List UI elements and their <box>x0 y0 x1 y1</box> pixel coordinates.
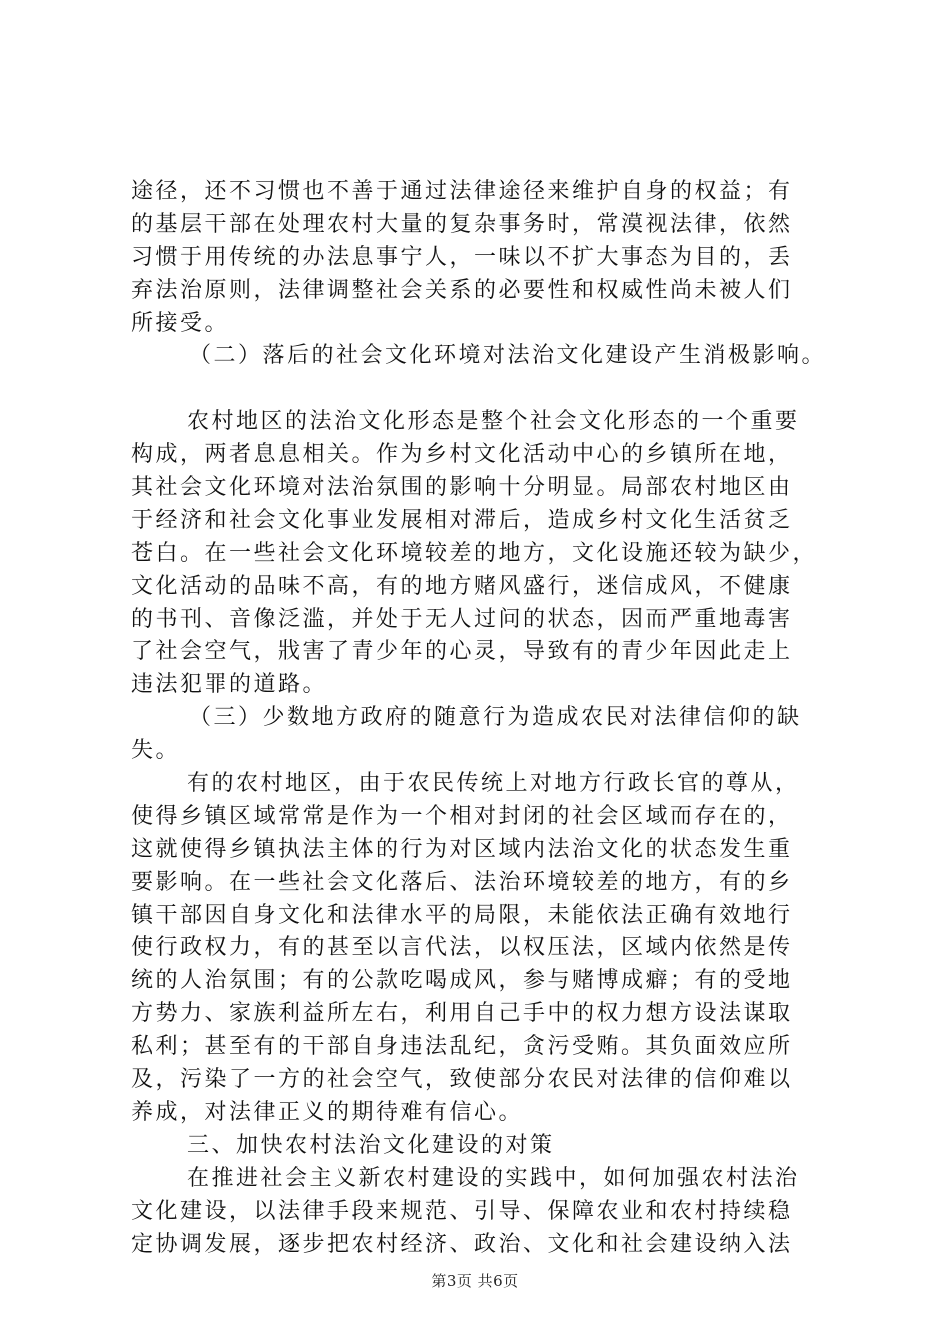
text-line: 苍白。在一些社会文化环境较差的地方，文化设施还较为缺少， <box>131 540 818 566</box>
text-line: 文化活动的品味不高，有的地方赌风盛行，迷信成风，不健康 <box>131 573 793 599</box>
text-line: 定协调发展，逐步把农村经济、政治、文化和社会建设纳入法 <box>131 1231 793 1257</box>
section-heading-main: 三、加快农村法治文化建设的对策 <box>187 1132 555 1158</box>
text-line: 其社会文化环境对法治氛围的影响十分明显。局部农村地区由 <box>131 475 793 501</box>
text-line: 使得乡镇区域常常是作为一个相对封闭的社会区域而存在的， <box>131 803 793 829</box>
body-text <box>131 176 843 1261</box>
page-footer <box>0 1270 950 1291</box>
text-line: 违法犯罪的道路。 <box>131 672 328 698</box>
text-line: 私利；甚至有的干部自身违法乱纪，贪污受贿。其负面效应所 <box>131 1034 793 1060</box>
text-line: 习惯于用传统的办法息事宁人，一味以不扩大事态为目的，丢 <box>131 244 793 270</box>
text-line: 这就使得乡镇执法主体的行为对区域内法治文化的状态发生重 <box>131 836 793 862</box>
text-line: 文化建设，以法律手段来规范、引导、保障农业和农村持续稳 <box>131 1198 793 1224</box>
text-line: 失。 <box>131 738 181 764</box>
text-line: 方势力、家族利益所左右，利用自己手中的权力想方设法谋取 <box>131 1001 793 1027</box>
text-line: 要影响。在一些社会文化落后、法治环境较差的地方，有的乡 <box>131 869 793 895</box>
text-line: 镇干部因自身文化和法律水平的局限，未能依法正确有效地行 <box>131 902 793 928</box>
section-heading-2: （二）落后的社会文化环境对法治文化建设产生消极影响。 <box>189 343 827 369</box>
text-line: 及，污染了一方的社会空气，致使部分农民对法律的信仰难以 <box>131 1067 793 1093</box>
paragraph-start: 在推进社会主义新农村建设的实践中，如何加强农村法治 <box>187 1165 800 1191</box>
text-line: 统的人治氛围；有的公款吃喝成风，参与赌博成癖；有的受地 <box>131 968 793 994</box>
text-line: 养成，对法律正义的期待难有信心。 <box>131 1099 524 1125</box>
page-number: 第3页 共6页 <box>431 1272 519 1290</box>
text-line: 使行政权力，有的甚至以言代法，以权压法，区域内依然是传 <box>131 935 793 961</box>
text-line: 构成，两者息息相关。作为乡村文化活动中心的乡镇所在地， <box>131 442 793 468</box>
text-line: 了社会空气，戕害了青少年的心灵，导致有的青少年因此走上 <box>131 639 793 665</box>
paragraph-start: 有的农村地区，由于农民传统上对地方行政长官的尊从， <box>187 771 800 797</box>
text-line: 于经济和社会文化事业发展相对滞后，造成乡村文化生活贫乏 <box>131 507 793 533</box>
text-line: 所接受。 <box>131 310 230 336</box>
text-line: 的书刊、音像泛滥，并处于无人过问的状态，因而严重地毒害 <box>131 606 793 632</box>
text-line: 的基层干部在处理农村大量的复杂事务时，常漠视法律，依然 <box>131 211 793 237</box>
text-line: 途径，还不习惯也不善于通过法律途径来维护自身的权益；有 <box>131 179 793 204</box>
section-heading-3: （三）少数地方政府的随意行为造成农民对法律信仰的缺 <box>189 705 802 731</box>
paragraph-start: 农村地区的法治文化形态是整个社会文化形态的一个重要 <box>187 409 800 435</box>
text-line: 弃法治原则，法律调整社会关系的必要性和权威性尚未被人们 <box>131 277 793 303</box>
blank-line <box>131 373 843 406</box>
